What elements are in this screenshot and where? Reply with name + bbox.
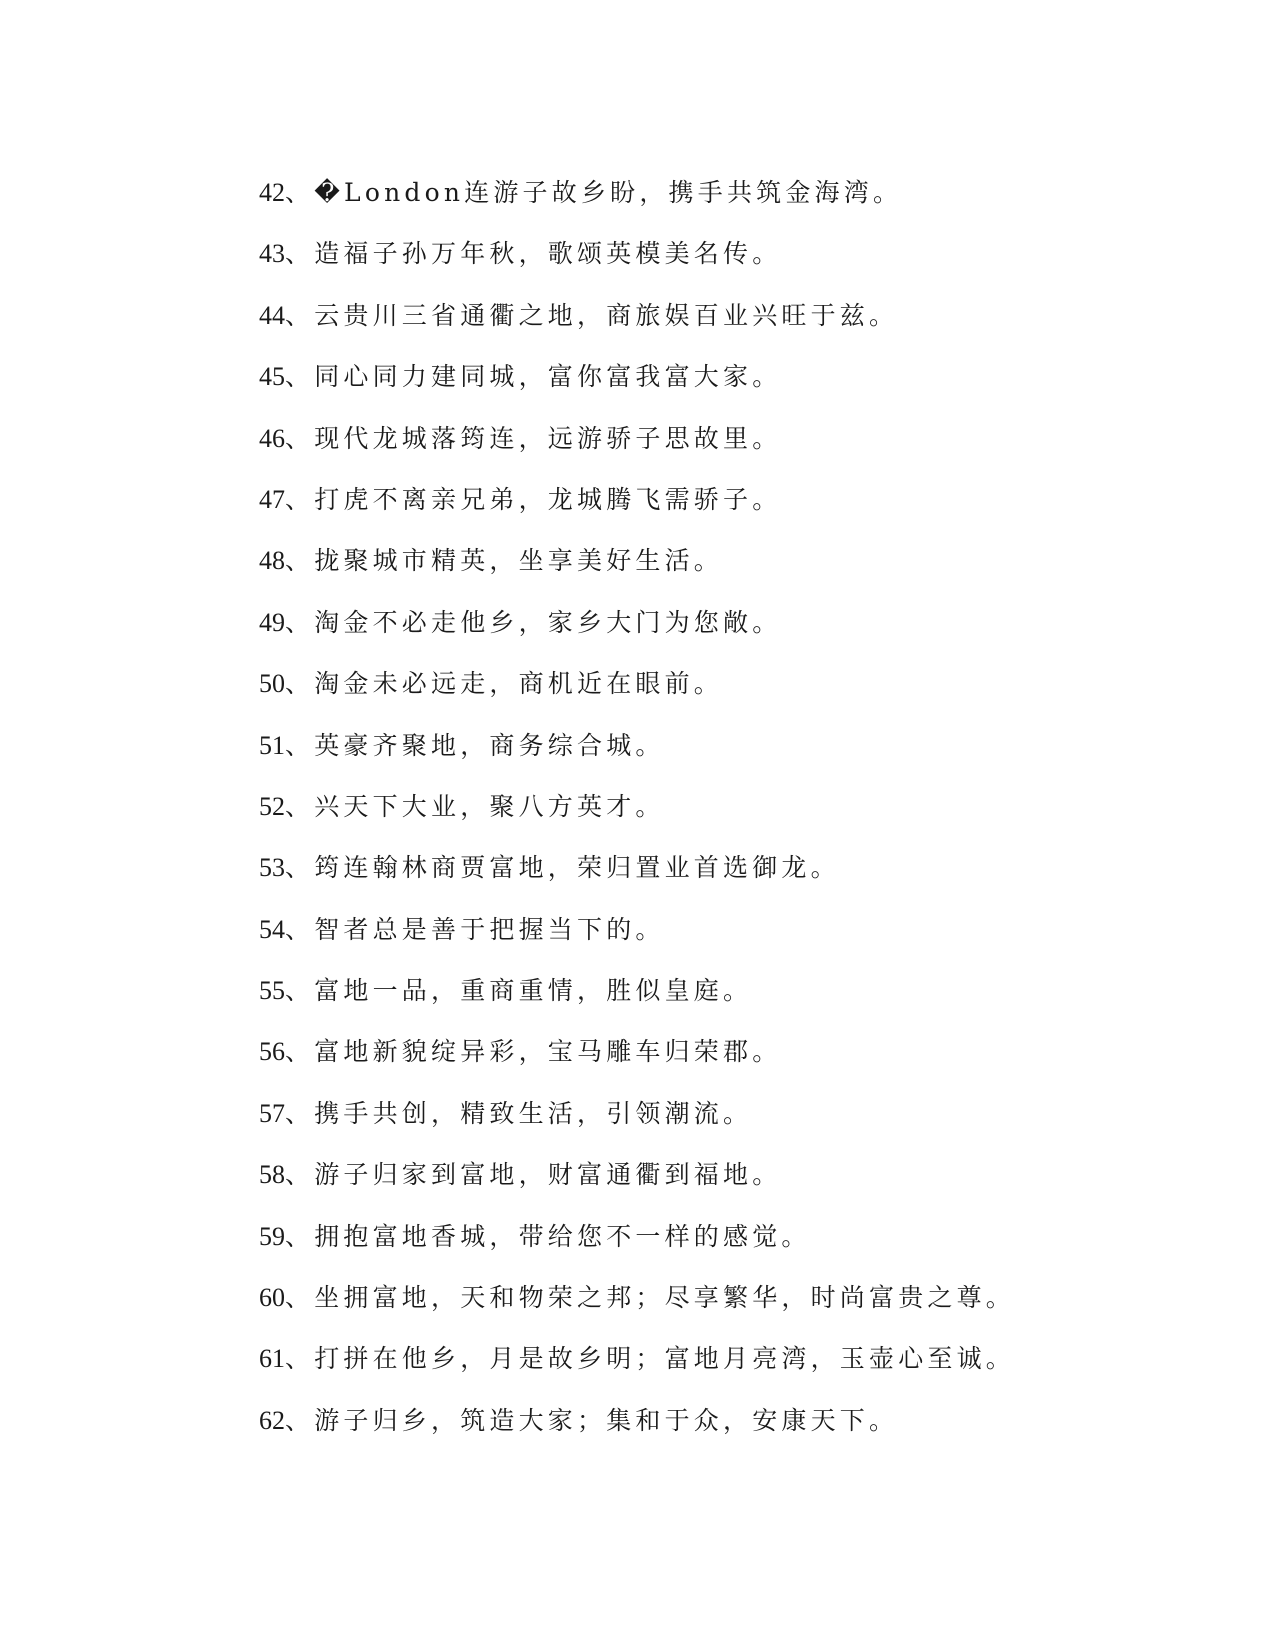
item-separator: 、	[285, 1037, 315, 1067]
list-item	[259, 469, 1159, 530]
item-separator: 、	[285, 791, 315, 821]
item-text: 拢聚城市精英，坐享美好生活。	[314, 546, 724, 576]
item-separator: 、	[285, 1098, 315, 1128]
item-text: 云贵川三省通衢之地，商旅娱百业兴旺于兹。	[314, 300, 899, 330]
item-text: 打拼在他乡，月是故乡明；富地月亮湾，玉壶心至诚。	[314, 1344, 1016, 1374]
list-item	[259, 960, 1159, 1021]
item-text: 坐拥富地，天和物荣之邦；尽享繁华，时尚富贵之尊。	[314, 1283, 1016, 1313]
list-item	[259, 1083, 1159, 1144]
item-separator: 、	[285, 423, 315, 453]
item-number: 59	[259, 1221, 285, 1251]
item-text: 兴天下大业，聚八方英才。	[314, 791, 665, 821]
item-separator: 、	[285, 914, 315, 944]
item-number: 51	[259, 730, 285, 760]
list-item	[259, 899, 1159, 960]
item-number: 43	[259, 239, 285, 269]
item-separator: 、	[285, 300, 315, 330]
slogan-list	[259, 162, 1159, 1451]
item-number: 42	[259, 178, 285, 207]
item-separator: 、	[285, 362, 315, 392]
item-text: 同心同力建同城，富你富我富大家。	[314, 362, 782, 392]
item-text: 富地新貌绽异彩，宝马雕车归荣郡。	[314, 1037, 782, 1067]
list-item	[259, 162, 1159, 223]
item-number: 54	[259, 914, 285, 944]
item-number: 53	[259, 853, 285, 883]
item-number: 49	[259, 607, 285, 637]
item-text: 淘金不必走他乡，家乡大门为您敞。	[314, 607, 782, 637]
item-number: 44	[259, 300, 285, 330]
item-separator: 、	[285, 1405, 315, 1435]
item-separator: 、	[285, 1283, 315, 1313]
item-separator: 、	[285, 853, 315, 883]
list-item	[259, 346, 1159, 407]
list-item	[259, 1206, 1159, 1267]
item-separator: 、	[285, 730, 315, 760]
list-item	[259, 776, 1159, 837]
item-number: 56	[259, 1037, 285, 1067]
list-item	[259, 1328, 1159, 1389]
list-item	[259, 223, 1159, 284]
item-number: 61	[259, 1344, 285, 1374]
item-text: 富地一品，重商重情，胜似皇庭。	[314, 976, 753, 1006]
list-item	[259, 408, 1159, 469]
list-item	[259, 837, 1159, 898]
item-separator: 、	[285, 1344, 315, 1374]
item-text: 打虎不离亲兄弟，龙城腾飞需骄子。	[314, 484, 782, 514]
item-text: 拥抱富地香城，带给您不一样的感觉。	[314, 1221, 811, 1251]
item-number: 47	[259, 484, 285, 514]
item-number: 52	[259, 791, 285, 821]
item-text: 游子归家到富地，财富通衢到福地。	[314, 1160, 782, 1190]
item-text: 淘金未必远走，商机近在眼前。	[314, 669, 724, 699]
item-text: 造福子孙万年秋，歌颂英模美名传。	[314, 239, 782, 269]
item-separator: 、	[285, 669, 315, 699]
item-text: 筠连翰林商贾富地，荣归置业首选御龙。	[314, 853, 840, 883]
item-separator: 、	[285, 239, 315, 269]
item-text: 游子归乡，筑造大家；集和于众，安康天下。	[314, 1405, 899, 1435]
item-number: 45	[259, 362, 285, 392]
item-number: 58	[259, 1160, 285, 1190]
list-item	[259, 285, 1159, 346]
item-separator: 、	[285, 976, 315, 1006]
list-item	[259, 592, 1159, 653]
list-item	[259, 1021, 1159, 1082]
list-item	[259, 1144, 1159, 1205]
item-separator: 、	[285, 546, 315, 576]
list-item	[259, 715, 1159, 776]
item-separator: 、	[285, 1221, 315, 1251]
item-text: 现代龙城落筠连，远游骄子思故里。	[314, 423, 782, 453]
item-text: �London连游子故乡盼，携手共筑金海湾。	[314, 178, 903, 207]
list-item	[259, 1267, 1159, 1328]
list-item	[259, 1390, 1159, 1451]
item-number: 55	[259, 976, 285, 1006]
item-number: 48	[259, 546, 285, 576]
item-number: 62	[259, 1405, 285, 1435]
item-number: 46	[259, 423, 285, 453]
item-text: 英豪齐聚地，商务综合城。	[314, 730, 665, 760]
item-text: 智者总是善于把握当下的。	[314, 914, 665, 944]
item-number: 50	[259, 669, 285, 699]
list-item	[259, 530, 1159, 591]
item-number: 60	[259, 1283, 285, 1313]
item-separator: 、	[285, 607, 315, 637]
item-separator: 、	[285, 1160, 315, 1190]
item-separator: 、	[285, 178, 315, 207]
item-number: 57	[259, 1098, 285, 1128]
list-item	[259, 653, 1159, 714]
item-text: 携手共创，精致生活，引领潮流。	[314, 1098, 753, 1128]
item-separator: 、	[285, 484, 315, 514]
